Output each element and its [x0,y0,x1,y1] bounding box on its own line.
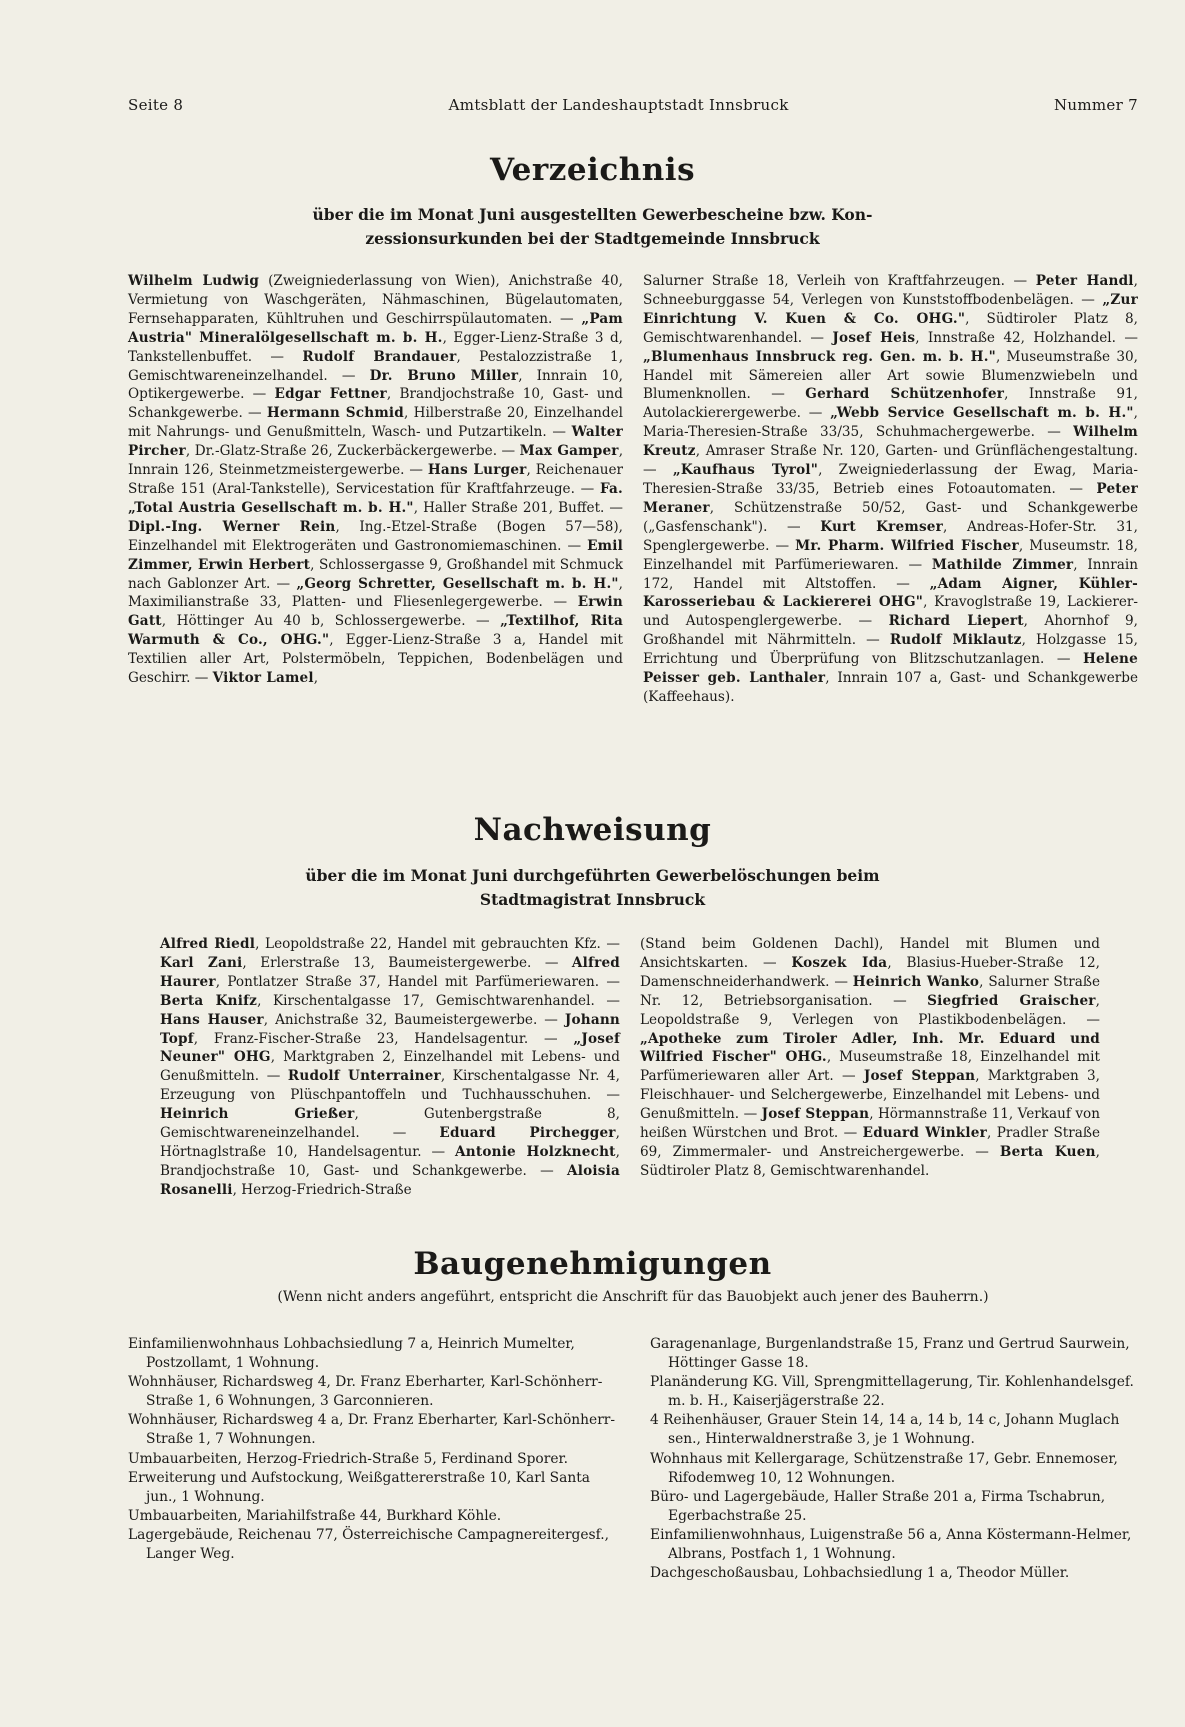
entry-details: , Amraser Straße Nr. 120, Garten- und Grünflächengestaltung. — [643,443,1138,479]
entry-name: „Kaufhaus Tyrol" [672,462,819,479]
entry-details: , Innrain 126, Steinmetzmeistergewerbe. — [128,443,624,479]
entry-details: , Egger-Lienz-Straße 3 d, Tankstellenbuffet. — [128,329,623,365]
entry-details: , Museumstr. 18, Einzelhandel mit Parfümeriewaren. — [643,537,1139,573]
entry-details: , Maria-Theresien-Straße 33/35, Schuhmachergewerbe. — [643,405,1138,441]
entry-name: „Zur Einrichtung V. Kuen & Co. OHG." [643,291,1138,327]
entry-details: , Innrain 10, Optikergewerbe. — [128,367,623,403]
entry-name: Antonie Holzknecht [455,1143,616,1160]
permit-entry: Einfamilienwohnhaus, Luigenstraße 56 a, Anna Köstermann-Helmer, Albrans, Postfach 1, 1 Wohnung. [650,1526,1132,1563]
entry-details: , Ing.-Etzel-Straße (Bogen 57—58), Einzelhandel mit Elektrogeräten und Gastronomiemaschinen. — [128,518,623,554]
entry-details: , Marktgraben 3, Fleischhauer- und Selchergewerbe, Einzelhandel mit Lebens- und Genußmitteln. — [640,1068,1101,1123]
permit-entry: Wohnhäuser, Richardsweg 4 a, Dr. Franz Eberharter, Karl-Schönherr-Straße 1, 7 Wohnungen. [128,1412,616,1448]
entry-details: , Erlerstraße 13, Baumeistergewerbe. — [242,954,572,971]
entry-details: , Innrain 107 a, Gast- und Schankgewerbe (Kaffeehaus). [643,670,1138,705]
entry-details: , Marktgraben 2, Einzelhandel mit Lebens- und Genußmitteln. — [160,1049,620,1085]
entry-details: , Schützenstraße 50/52, Gast- und Schankgewerbe („Gasfenschank"). — [643,499,1138,535]
entry-details: , Südtiroler Platz 8, Gemischtwarenhandel. [640,1143,1100,1179]
entry-details: , Hörmannstraße 11, Verkauf von heißen Würstchen und Brot. — [640,1106,1100,1142]
entry-details: , Leopoldstraße 22, Handel mit gebrauchten Kfz. — [255,936,620,952]
baugenehmigungen-note: (Wenn nicht anders angeführt, entspricht die Anschrift für das Bauobjekt auch jener des Bauherrn.) [277,1289,989,1305]
entry-details: , Holzgasse 15, Errichtung und Überprüfung von Blitzschutzanlagen. — [643,632,1139,668]
baugenehmigungen-title: Baugenehmigungen [413,1246,772,1282]
entry-name: „Blumenhaus Innsbruck reg. Gen. m. b. H." [643,348,996,365]
verzeichnis-column-1 [128,272,623,707]
publication-title: Amtsblatt der Landeshauptstadt Innsbruck [448,96,789,114]
entry-details: , Museumstraße 30, Handel mit Sämereien aller Art sowie Blumenzwiebeln und Blumenknollen. — [643,348,1138,403]
entry-details: , Zweigniederlassung der Ewag, Maria-Theresien-Straße 33/35, Betrieb eines Fotoautomaten. — [643,462,1138,497]
entry-name: Fa. „Total Austria Gesellschaft m. b. H." [128,480,623,516]
entry-details: , Andreas-Hofer-Str. 31, Spenglergewerbe. — [643,518,1138,554]
entry-name: Mr. Pharm. Wilfried Fischer [795,537,1019,554]
entry-details: (Stand beim Goldenen Dachl), Handel mit Blumen und Ansichtskarten. — [640,936,1100,971]
entry-details: , Südtiroler Platz 8, Gemischtwarenhandel. — [643,310,1138,346]
entry-name: Mathilde Zimmer [931,556,1074,573]
entry-name: Helene Peisser geb. Lanthaler [643,651,1138,687]
entry-name: „Georg Schretter, Gesellschaft m. b. H." [296,575,619,592]
entry-name: Walter Pircher [128,424,623,460]
entry-name: Heinrich Wanko [852,973,980,990]
entry-name: Edgar Fettner [274,386,387,403]
entry-details: , Pradler Straße 69, Zimmermaler- und Anstreichergewerbe. — [640,1125,1100,1160]
verzeichnis-column-2 [643,272,1138,707]
entry-details: , Innstraße 42, Holzhandel. — [915,329,1138,346]
entry-name: Aloisia Rosanelli [160,1162,620,1198]
entry-details: , Maximilianstraße 33, Platten- und Fliesenlegergewerbe. — [128,575,623,611]
entry-details: Salurner Straße 18, Verleih von Kraftfahrzeugen. — [643,273,1036,289]
entry-name: Johann Topf [160,1011,621,1047]
permit-entry: Wohnhäuser, Richardsweg 4, Dr. Franz Eberharter, Karl-Schönherr-Straße 1, 6 Wohnungen, 3 Garconnieren. [128,1374,603,1410]
entry-details: , Pontlatzer Straße 37, Handel mit Parfümeriewaren. — [215,973,620,990]
entry-details: , Reichenauer Straße 151 (Aral-Tankstelle), Servicestation für Kraftfahrzeuge. — [128,462,623,497]
entry-details: , Kravoglstraße 19, Lackierer- und Autospenglergewerbe. — [643,594,1139,630]
baugenehmigungen-column-1 [128,1335,616,1583]
entry-details: , Dr.-Glatz-Straße 26, Zuckerbäckergewerbe. — [185,443,520,460]
entry-name: „Josef Neuner" OHG [160,1030,620,1066]
entry-details: , Kirschentalgasse Nr. 4, Erzeugung von Plüschpantoffeln und Tuchhausschuhen. — [160,1068,620,1104]
entry-name: Erwin Gatt [128,594,623,630]
entry-name: Viktor Lamel [212,670,314,687]
entry-name: Alfred Haurer [160,954,620,990]
entry-name: Wilhelm Kreutz [643,424,1138,460]
entry-name: Eduard Pirchegger [439,1125,616,1142]
verzeichnis-subtitle-line-2: zessionsurkunden bei der Stadtgemeinde Innsbruck [365,229,820,248]
entry-name: Alfred Riedl [160,936,256,952]
entry-details: , Salurner Straße Nr. 12, Betriebsorganisation. — [640,973,1100,1009]
permit-entry: 4 Reihenhäuser, Grauer Stein 14, 14 a, 14 b, 14 c, Johann Muglach sen., Hinterwaldnerstraße 3, je 1 Wohnung. [650,1412,1120,1448]
permit-entry: Einfamilienwohnhaus Lohbachsiedlung 7 a, Heinrich Mumelter, Postzollamt, 1 Wohnung. [128,1336,575,1372]
entry-details: , Anichstraße 32, Baumeistergewerbe. — [263,1011,565,1028]
entry-name: Koszek Ida [791,954,888,971]
entry-details: , Ahornhof 9, Großhandel mit Nährmitteln. — [643,613,1138,649]
entry-name: Max Gamper [519,443,619,460]
entry-name: Rudolf Brandauer [302,348,457,365]
entry-details: , Innstraße 91, Autolackierergewerbe. — [643,386,1138,422]
entry-name: Dipl.-Ing. Werner Rein [128,518,336,535]
permit-entry: Büro- und Lagergebäude, Haller Straße 201 a, Firma Tschabrun, Egerbachstraße 25. [650,1488,1106,1524]
entry-name: Heinrich Grießer [160,1106,355,1123]
entry-name: Emil Zimmer, Erwin Herbert [128,537,623,573]
nachweisung-column-1 [160,935,620,1200]
entry-name: Berta Knifz [160,992,258,1009]
verzeichnis-columns [128,272,1138,707]
entry-details: , Schlossergasse 9, Großhandel mit Schmuck nach Gablonzer Art. — [128,556,623,592]
nachweisung-subtitle-line-1: über die im Monat Juni durchgeführten Gewerbelöschungen beim [305,866,880,885]
entry-name: „Pam Austria" Mineralölgesellschaft m. b. H. [128,310,623,346]
entry-name: „Apotheke zum Tiroler Adler, Inh. Mr. Eduard und Wilfried Fischer" OHG. [640,1030,1100,1066]
entry-details: , Höttinger Au 40 b, Schlossergewerbe. — [161,613,501,630]
entry-details: , [313,670,319,687]
nachweisung-columns [160,935,1100,1200]
permit-entry: Planänderung KG. Vill, Sprengmittellagerung, Tir. Kohlenhandelsgef. m. b. H., Kaiserjägerstraße 22. [650,1374,1134,1410]
entry-name: Wilhelm Ludwig [128,273,260,289]
entry-name: Siegfried Graischer [927,992,1096,1009]
entry-details: , Franz-Fischer-Straße 23, Handelsagentur. — [193,1030,574,1047]
permit-entry: Wohnhaus mit Kellergarage, Schützenstraße 17, Gebr. Ennemoser, Rifodemweg 10, 12 Wohnungen. [650,1450,1118,1486]
entry-details: , Innrain 172, Handel mit Altstoffen. — [643,556,1139,592]
entry-name: Josef Steppan [761,1106,870,1123]
entry-name: Berta Kuen [999,1143,1096,1160]
verzeichnis-title: Verzeichnis [489,152,696,188]
entry-details: , Brandjochstraße 10, Gast- und Schankgewerbe. — [128,386,624,422]
entry-name: Josef Steppan [863,1068,976,1085]
running-head [128,96,1138,114]
entry-name: Eduard Winkler [862,1125,987,1142]
permit-entry: Lagergebäude, Reichenau 77, Österreichische Campagnereitergesf., Langer Weg. [128,1526,610,1563]
entry-details: (Zweigniederlassung von Wien), Anichstraße 40, Vermietung von Waschgeräten, Nähmaschinen, Bügelautomaten, Fernsehapparaten, Kühltruhen und Geschirrspülautomaten. — [128,273,623,327]
entry-name: Hermann Schmid [266,405,405,422]
entry-name: Gerhard Schützenhofer [805,386,1005,403]
entry-details: , Hörtnaglstraße 10, Handelsagentur. — [160,1125,620,1160]
entry-details: , Brandjochstraße 10, Gast- und Schankgewerbe. — [160,1143,620,1179]
entry-details: , Blasius-Hueber-Straße 12, Damenschneiderhandwerk. — [640,954,1100,990]
entry-name: Dr. Bruno Miller [369,367,519,384]
entry-name: Kurt Kremser [820,518,944,535]
permit-entry: Erweiterung und Aufstockung, Weißgattererstraße 10, Karl Santa jun., 1 Wohnung. [128,1469,591,1505]
entry-details: , Schneeburggasse 54, Verlegen von Kunststoffbodenbelägen. — [643,273,1138,308]
entry-name: „Adam Aigner, Kühler-Karosseriebau & Lackiererei OHG" [643,575,1138,611]
entry-name: Peter Meraner [643,480,1138,516]
entry-name: „Webb Service Gesellschaft m. b. H." [830,405,1134,422]
baugenehmigungen-columns [128,1335,1138,1583]
entry-details: , Gutenbergstraße 8, Gemischtwareneinzelhandel. — [160,1106,620,1142]
nachweisung-subtitle-line-2: Stadtmagistrat Innsbruck [479,890,706,909]
entry-details: , Hilberstraße 20, Einzelhandel mit Nahrungs- und Genußmitteln, Wasch- und Putzartikeln. — [128,405,623,441]
entry-name: Hans Hauser [160,1011,264,1028]
entry-details: , Egger-Lienz-Straße 3 a, Handel mit Textilien aller Art, Polstermöbeln, Teppichen, Bodenbelägen und Geschirr. — [128,632,623,687]
permit-entry: Umbauarbeiten, Herzog-Friedrich-Straße 5, Ferdinand Sporer. [128,1450,568,1467]
verzeichnis-subtitle [200,203,985,251]
entry-name: Karl Zani [160,954,243,971]
baugenehmigungen-column-2 [650,1335,1138,1583]
entry-name: „Textilhof, Rita Warmuth & Co., OHG." [128,613,623,649]
permit-entry: Dachgeschoßausbau, Lohbachsiedlung 1 a, Theodor Müller. [650,1565,1070,1582]
entry-name: Peter Handl [1035,273,1134,289]
entry-name: Rudolf Unterrainer [287,1068,441,1085]
nachweisung-subtitle [200,864,985,912]
permit-entry: Umbauarbeiten, Mariahilfstraße 44, Burkhard Köhle. [128,1507,502,1524]
permit-entry: Garagenanlage, Burgenlandstraße 15, Franz und Gertrud Saurwein, Höttinger Gasse 18. [650,1336,1130,1372]
page-label: Seite 8 [128,96,184,114]
entry-name: Hans Lurger [427,462,527,479]
nachweisung-column-2 [640,935,1100,1200]
entry-details: , Herzog-Friedrich-Straße [232,1181,412,1198]
entry-details: , Leopoldstraße 9, Verlegen von Plastikbodenbelägen. — [640,992,1100,1028]
entry-details: , Haller Straße 201, Buffet. — [413,499,623,516]
entry-name: Josef Heis [832,329,916,346]
nachweisung-title: Nachweisung [473,812,712,848]
entry-details: , Pestalozzistraße 1, Gemischtwareneinzelhandel. — [128,348,624,384]
entry-details: , Museumstraße 18, Einzelhandel mit Parfümeriewaren aller Art. — [640,1049,1100,1085]
issue-number: Nummer 7 [1054,96,1138,114]
entry-name: Richard Liepert [888,613,1024,630]
entry-name: Rudolf Miklautz [889,632,1022,649]
verzeichnis-subtitle-line-1: über die im Monat Juni ausgestellten Gewerbescheine bzw. Kon- [312,205,873,224]
entry-details: , Kirschentalgasse 17, Gemischtwarenhandel. — [257,992,620,1009]
